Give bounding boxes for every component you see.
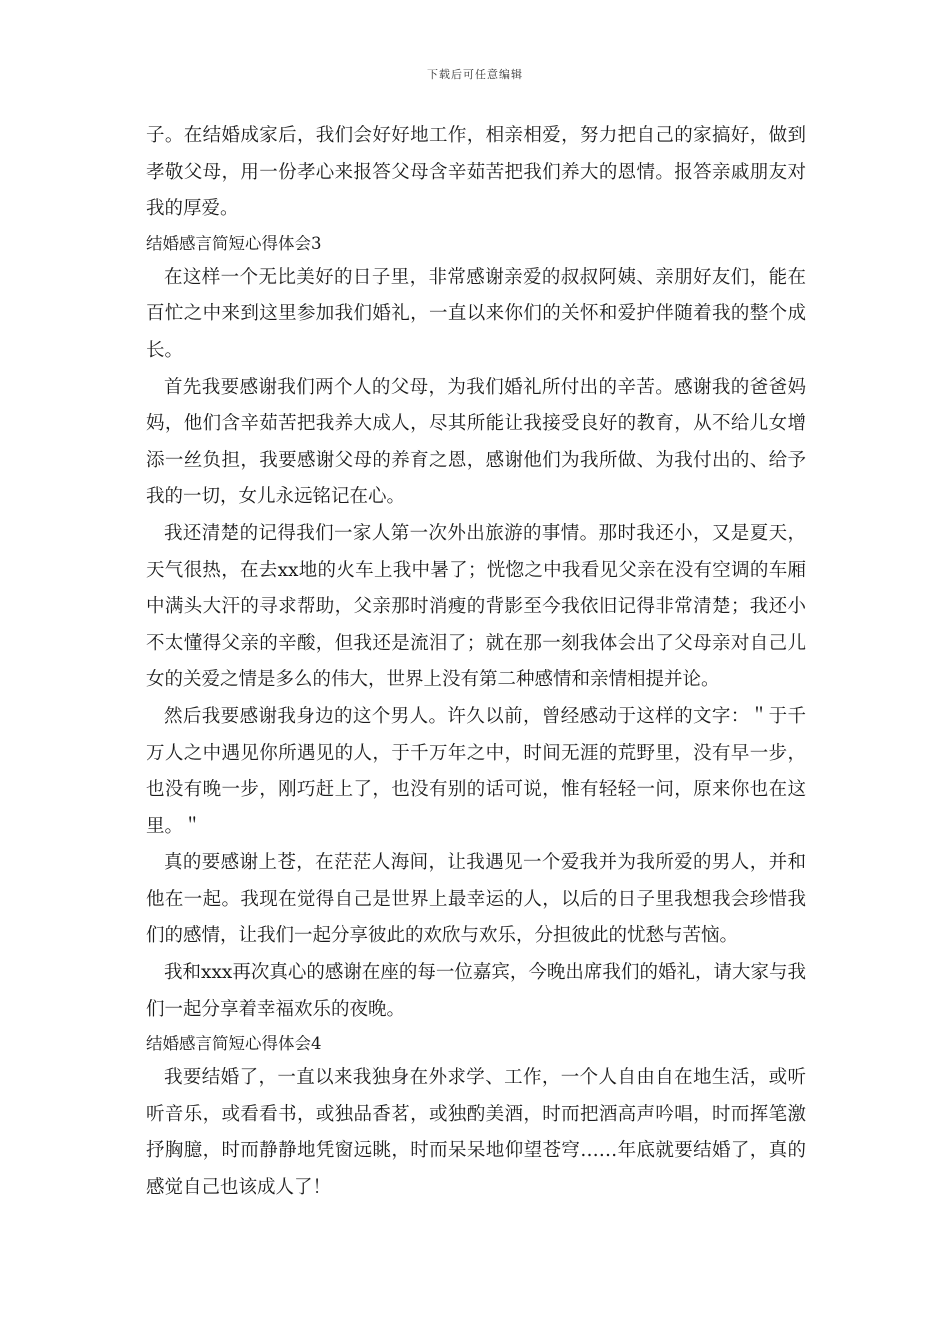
page-header-note: 下载后可任意编辑 [427,68,523,81]
section-heading: 结婚感言简短心得体会4 [146,1034,322,1054]
paragraph: 首先我要感谢我们两个人的父母，为我们婚礼所付出的辛苦。感谢我的爸爸妈妈，他们含辛茹苦把我养大成人，尽其所能让我接受良好的教育，从不给儿女增添一丝负担，我要感谢父母的养育之恩，感谢他们为我所做、为我付出的、给予我的一切，女儿永远铭记在心。 [146,376,806,508]
document-body [146,118,806,1207]
paragraph: 我要结婚了，一直以来我独身在外求学、工作，一个人自由自在地生活，或听听音乐，或看看书，或独品香茗，或独酌美酒，时而把酒高声吟唱，时而挥笔激抒胸臆，时而静静地凭窗远眺，时而呆呆地仰望苍穹……年底就要结婚了，真的感觉自己也该成人了！ [146,1067,806,1199]
paragraph: 我还清楚的记得我们一家人第一次外出旅游的事情。那时我还小，又是夏天，天气很热，在去xx地的火车上我中暑了；恍惚之中我看见父亲在没有空调的车厢中满头大汗的寻求帮助，父亲那时消瘦的背影至今我依旧记得非常清楚；我还小不太懂得父亲的辛酸，但我还是流泪了；就在那一刻我体会出了父母亲对自己儿女的关爱之情是多么的伟大，世界上没有第二种感情和亲情相提并论。 [146,522,806,691]
paragraph: 然后我要感谢我身边的这个男人。许久以前，曾经感动于这样的文字：＂于千万人之中遇见你所遇见的人，于千万年之中，时间无涯的荒野里，没有早一步，也没有晚一步，刚巧赶上了，也没有别的话可说，惟有轻轻一问，原来你也在这里。＂ [146,705,806,837]
section-heading: 结婚感言简短心得体会3 [146,233,322,253]
paragraph: 在这样一个无比美好的日子里，非常感谢亲爱的叔叔阿姨、亲朋好友们，能在百忙之中来到这里参加我们婚礼，一直以来你们的关怀和爱护伴随着我的整个成长。 [146,266,806,361]
paragraph: 子。在结婚成家后，我们会好好地工作，相亲相爱，努力把自己的家搞好，做到孝敬父母，用一份孝心来报答父母含辛茹苦把我们养大的恩情。报答亲戚朋友对我的厚爱。 [146,125,806,220]
paragraph: 我和xxx再次真心的感谢在座的每一位嘉宾，今晚出席我们的婚礼，请大家与我们一起分享着幸福欢乐的夜晚。 [146,962,806,1020]
paragraph: 真的要感谢上苍，在茫茫人海间，让我遇见一个爱我并为我所爱的男人，并和他在一起。我现在觉得自己是世界上最幸运的人，以后的日子里我想我会珍惜我们的感情，让我们一起分享彼此的欢欣与欢乐，分担彼此的忧愁与苦恼。 [146,852,806,947]
